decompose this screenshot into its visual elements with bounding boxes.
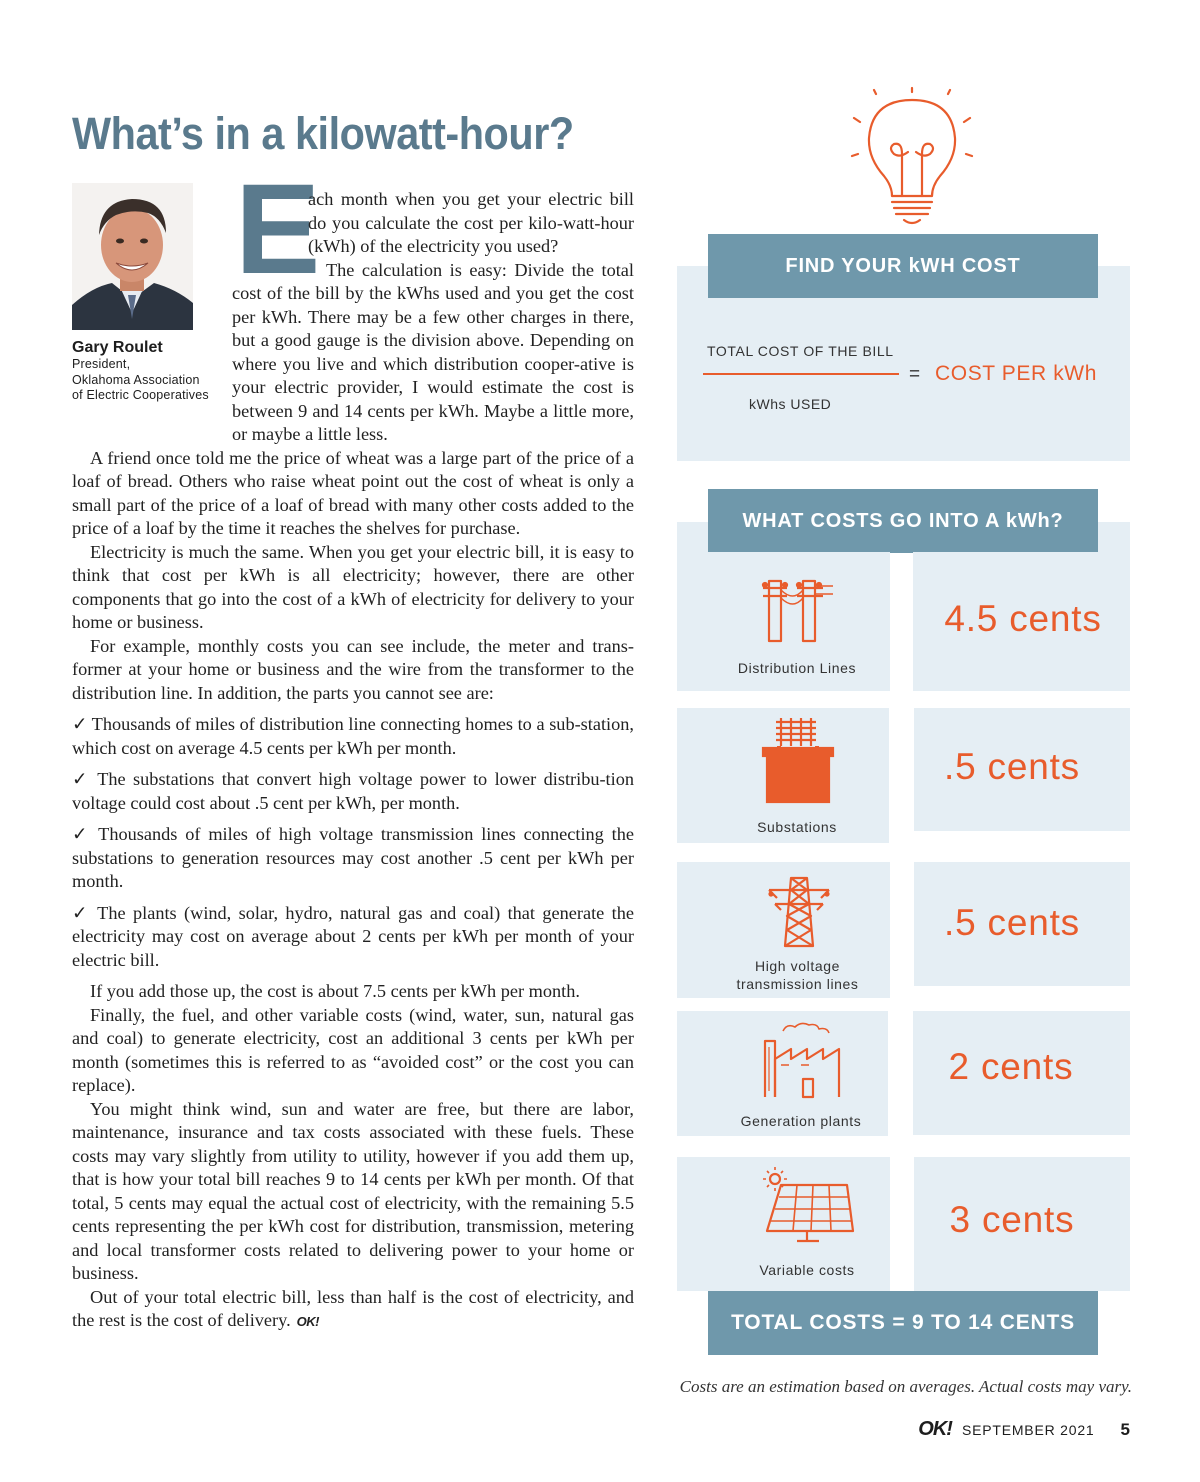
cost-item-label: Distribution Lines [737, 660, 857, 676]
substation-icon [763, 716, 833, 809]
light-bulb-icon [852, 92, 972, 237]
formula-denominator: kWhs USED [749, 396, 832, 412]
drop-cap: E [235, 158, 321, 301]
article-body [72, 188, 634, 1334]
paragraph-7: Finally, the fuel, and other variable costs (wind, water, sun, natural gas and coal) to generate electricity, cost an additional 3 cents per kWh per month (sometimes this is referred to as “avoided cost” or the cost you can replace). [72, 1004, 634, 1095]
cost-item-distribution-lines [677, 552, 890, 691]
paragraph-4: Electricity is much the same. When you get your electric bill, it is easy to think that cost per kWh is all electricity; however, there are other components that go into the cost of a kWh of electricity for delivery to your home or business. [72, 541, 634, 632]
paragraph-5: For example, monthly costs you can see include, the meter and trans-former at your home or business and the wire from the transformer to the distribution line. In addition, the parts you cannot see are: [72, 635, 634, 703]
cost-value: 3 cents [949, 1199, 1075, 1240]
total-costs-bar: TOTAL COSTS = 9 TO 14 CENTS [708, 1291, 1098, 1355]
paragraph-6: If you add those up, the cost is about 7.5 cents per kWh per month. [90, 981, 580, 1001]
cost-value-cell [914, 708, 1130, 831]
cost-item-label-line-2: transmission lines [736, 976, 859, 992]
issue-date: SEPTEMBER 2021 [961, 1421, 1095, 1438]
cost-value: 4.5 cents [944, 598, 1102, 639]
author-name: Gary Roulet [72, 339, 163, 356]
cost-item-generation-plants [677, 1011, 888, 1136]
cost-item-label: Variable costs [759, 1262, 855, 1278]
cost-value: 2 cents [948, 1046, 1074, 1087]
end-mark-logo: OK! [296, 1314, 319, 1329]
cost-item-transmission-lines [677, 862, 890, 998]
cost-value-cell [914, 1157, 1130, 1291]
page-footer [918, 1418, 1130, 1441]
paragraph-8: You might think wind, sun and water are free, but there are labor, maintenance, insurance and tax costs associated with these fuels. These costs may vary slightly from utility to utility, however if you add them up, that is how your total bill reaches 9 to 14 cents per kWh per month. Of that total, 5 cents may equal the actual cost of electricity, with the remaining 5.5 cents representing the per kWh cost for distribution, transmission, metering and local transformer costs related to delivering power to your home or business. [72, 1098, 634, 1283]
checklist-item-1: ✓ Thousands of miles of distribution line connecting homes to a sub-station, which cost on average 4.5 cents per kWh per month. [72, 714, 634, 758]
formula-result: COST PER kWh [935, 362, 1098, 385]
cost-item-label [677, 957, 918, 993]
cost-value: .5 cents [944, 746, 1080, 787]
paragraph-9 [72, 1286, 634, 1334]
cost-value-cell [913, 1011, 1130, 1135]
checklist-item-3: ✓ Thousands of miles of high voltage transmission lines connecting the substations to generation resources may cost another .5 cent per kWh per month. [72, 824, 634, 891]
page-number: 5 [1120, 1419, 1130, 1439]
checklist-item-4: ✓ The plants (wind, solar, hydro, natural gas and coal) that generate the electricity may cost on average about 2 cents per kWh per month of your electric bill. [72, 902, 634, 970]
cost-item-label: Generation plants [740, 1113, 862, 1129]
caption-note: Costs are an estimation based on averages. Actual costs may vary. [679, 1377, 1132, 1396]
utility-pole-icon [761, 576, 837, 647]
author-role-3: of Electric Cooperatives [72, 388, 209, 403]
cost-value-cell [913, 552, 1130, 691]
checklist-item-2: ✓ The substations that convert high voltage power to lower distribu-tion voltage could cost about .5 cent per kWh, per month. [72, 769, 634, 813]
headline: What’s in a kilowatt-hour? [72, 108, 574, 159]
cost-value: .5 cents [944, 902, 1080, 943]
magazine-logo: OK! [918, 1418, 952, 1440]
solar-panel-icon [759, 1163, 855, 1250]
transmission-tower-icon [767, 876, 831, 955]
author-role-2: Oklahoma Association [72, 372, 200, 387]
cost-item-label: Substations [757, 819, 837, 835]
formula-equals: = [909, 364, 921, 385]
paragraph-1: ach month when you get your electric bill do you calculate the cost per kilo-watt-hour (kWh) of the electricity you used? [308, 189, 634, 256]
author-role-1: President, [72, 357, 131, 371]
cost-item-substations [677, 708, 889, 843]
paragraph-9-text: Out of your total electric bill, less than half is the cost of electricity, and the rest is the cost of delivery. [72, 1286, 634, 1330]
paragraph-2: The calculation is easy: Divide the total cost of the bill by the kWhs used and you get the cost per kWh. There may be a few other charges in there, but a good gauge is the division above. Depending on where you live and which distribution cooper-ative is your electric provider, I would estimate the cost is between 9 and 14 cents per kWh. Maybe a little more, or maybe a little less. [232, 259, 634, 444]
formula-numerator: TOTAL COST OF THE BILL [707, 343, 894, 359]
cost-item-label-line-1: High voltage [754, 958, 841, 974]
paragraph-3: A friend once told me the price of wheat was a large part of the price of a loaf of bread. Others who raise wheat point out the cost of wheat is only a small part of the price of a loaf of bread with many other costs added to the price of a loaf by the time it reaches the shelves for purchase. [72, 447, 634, 538]
cost-value-cell [914, 862, 1130, 986]
find-kwh-cost-header: FIND YOUR kWH COST [708, 234, 1098, 298]
costs-header: WHAT COSTS GO INTO A kWh? [708, 489, 1098, 553]
power-plant-icon [763, 1021, 843, 1104]
cost-item-variable-costs [677, 1157, 890, 1291]
formula-divider [703, 373, 899, 375]
